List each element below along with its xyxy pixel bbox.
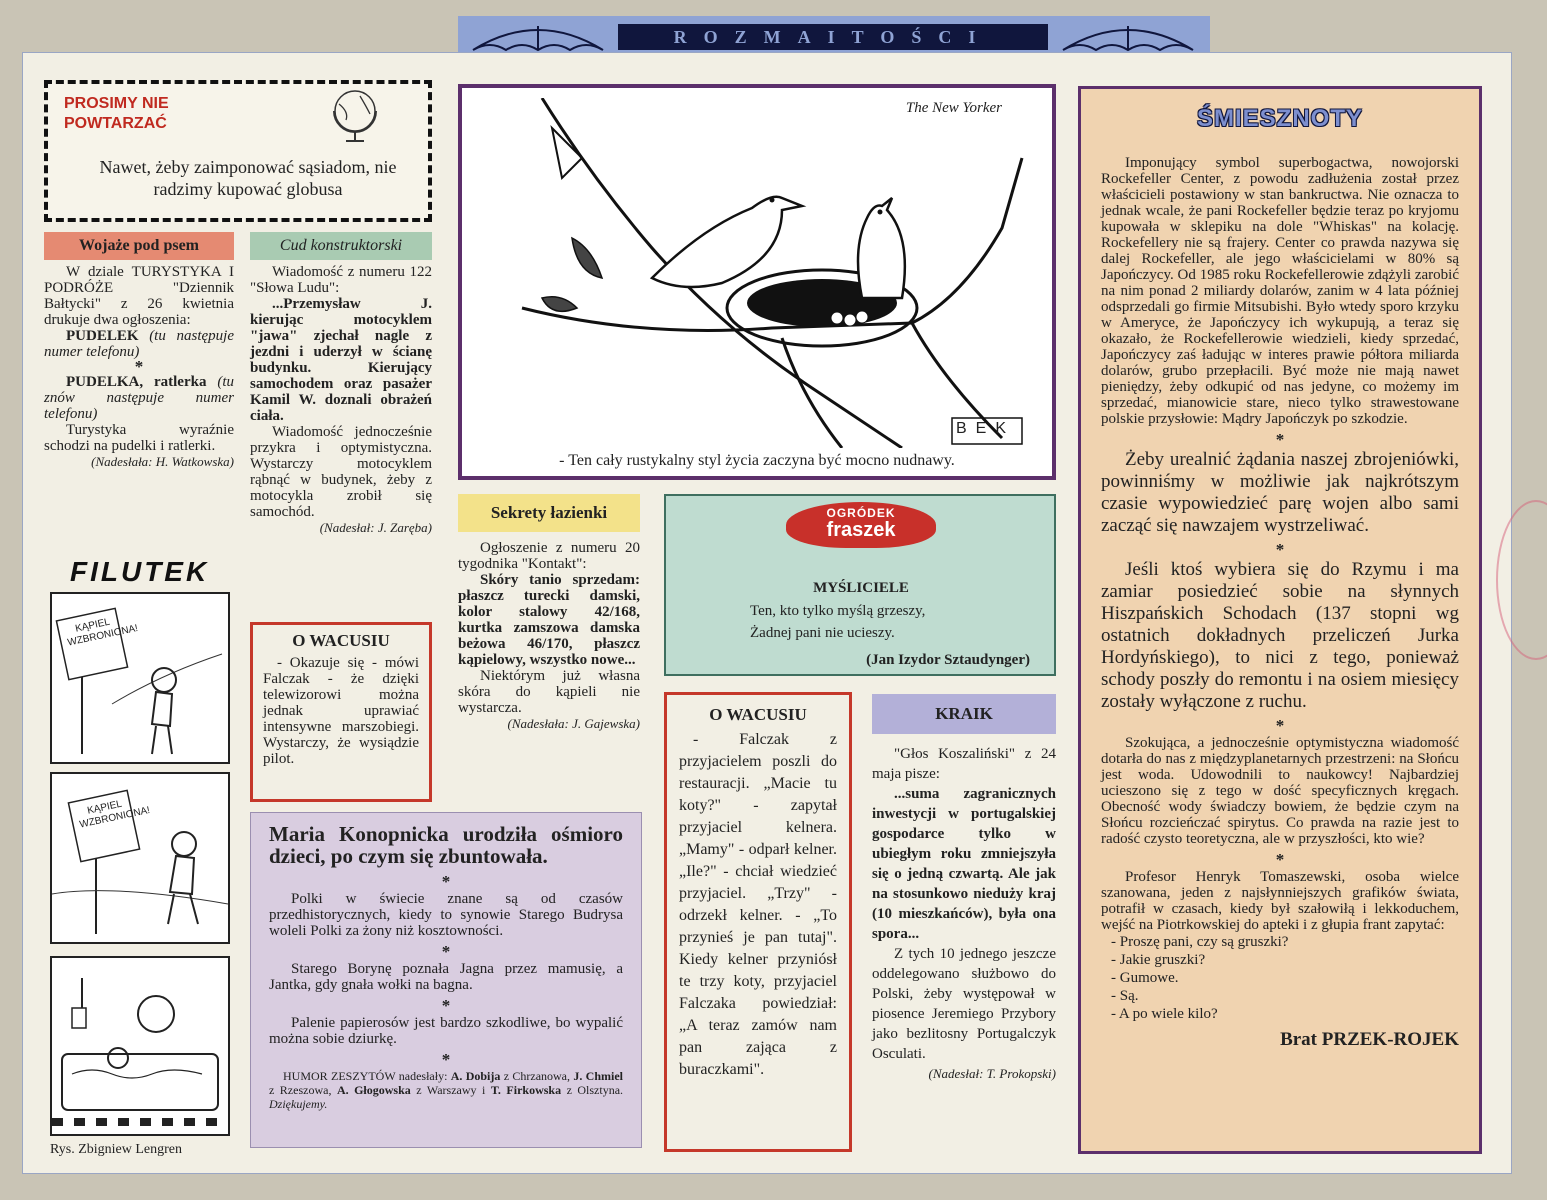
fraszki-box (664, 494, 1056, 676)
banner-title: ROZMAITOŚCI (673, 27, 993, 47)
wacus1-box (250, 622, 432, 802)
smiesznoty-dialogue: - Proszę pani, czy są gruszki? - Jakie gruszki? - Gumowe. - Są. - A po wiele kilo? (1111, 934, 1289, 1022)
konopnicka-title: Maria Konopnicka urodziła ośmioro dzieci, po czym się zbuntowała. (269, 822, 623, 868)
cud-title: Cud konstruktorski (250, 232, 432, 260)
wacus2-text: - Falczak z przyjacielem poszli do restauracji. „Macie tu koty?" - zapytał przyjaciel kelnera. „Mamy" - odparł kelner. „Ile?" - chciał wiedzieć przyjaciel. „Trzy" - odrzekł kelner. - „To przynieś je pan tutaj". Kiedy kelner przyniósł te trzy koty, przyjaciel Falczaka powiedział: „A teraz zamów nam pan zająca z buraczkami". (679, 731, 837, 1078)
comic-panel-3 (50, 956, 230, 1136)
kraik-title: KRAIK (872, 694, 1056, 734)
comic-drawing (52, 958, 228, 1134)
wacus1-text: - Okazuje się - mówi Falczak - że dzięki telewizorowi można jednak uprawiać intensywne marszobiegi. Wystarczy, że wysiądzie pilot. (263, 655, 419, 767)
filutek-logo: FILUTEK (70, 556, 210, 587)
sekrety-body: Ogłoszenie z numeru 20 tygodnika "Kontakt": Skóry tanio sprzedam: płaszcz turecki damski, kolor stalowy 42/168, kurtka zamszowa damska beżowa 46/170, płaszcz kąpielowy, wszystko nowe... Niektórym już własna skóra do kąpieli nie wystarcza. (Nadesłała: J. Gajewska) (458, 540, 640, 731)
globe-icon (324, 84, 386, 146)
wojaze-title: Wojaże pod psem (44, 232, 234, 260)
sekrety-title: Sekrety łazienki (458, 494, 640, 532)
kraik-body: "Głos Koszaliński" z 24 maja pisze: ...suma zagranicznych inwestycji w portugalskiej gospodarce tylko w ubiegłym roku zmniejszyła się o jedną czwartą. Ale jak na stosunkowo nieduży kraj (10 mieszkańców), była ona spora... Z tych 10 jednego jeszcze oddelegowano służbowo do Polski, żeby występował w piosence Jeremiego Przybory jako bezlitosny Portugalczyk Osculati. (Nadesłał: T. Prokopski) (872, 746, 1056, 1081)
section-banner (458, 16, 1210, 56)
fraszki-poem: Ten, kto tylko myślą grzeszy, Żadnej pani nie ucieszy. (750, 603, 926, 641)
cud-body: Wiadomość z numeru 122 "Słowa Ludu": ...Przemysław J. kierując motocyklem "jawa" zjechał nagle z jezdni i uderzył w ścianę budynku. Kierujący samochodem oraz pasażer Kamil W. doznali obrażeń ciała. Wiadomość jednocześnie przykra i optymistyczna. Wystarczy motocyklem rąbnąć w budynek, żeby z motocykla zrobił się samochód. (Nadesłał: J. Zaręba) (250, 264, 432, 535)
cartoon-source: The New Yorker (905, 100, 1002, 116)
comic-sign-text: KĄPIEL WZBRONIONA! (66, 616, 140, 649)
birds-nest-illustration (482, 98, 1042, 448)
comic-panel-1 (50, 592, 230, 764)
umbrella-icon (1058, 22, 1198, 52)
konopnicka-credits: HUMOR ZESZYTÓW nadesłały: A. Dobija z Chrzanowa, J. Chmiel z Rzeszowa, A. Głogowska z Warszawy i T. Firkowska z Olsztyna. Dziękujemy. (269, 1069, 624, 1111)
smiesznoty-box: ŚMIESZNOTY Imponujący symbol superbogactwa, nowojorski Rockefeller Center, z powodu zadłużenia został przez właścicieli postawiony w stan bankructwa. Nie oznacza to jednak wcale, że pani Rockefeller będzie teraz po kryjomu kupowała w sklepiku na dole "Whiskas" na kolację. Rockefellery nie są frajery. Center co prawda nazywa się dalej Rockefeller, ale jego właścicielami w 80% są Japończycy. Od 1985 roku Rockefellerowie zdążyli zarobić na nim ponad 2 miliardy dolarów, zanim w 4 lata później odsprzedali go firmie Mitsubishi. Było wtedy sporo krzyku w Ameryce, że Japończycy ich wykupują, a teraz się okazało, że Rockefellerowie wiedzieli, kiedy sprzedać, Japończycy zaś ładując w interes prawie półtora miliarda dolarów, grubo przepłacili. Być może nie mają nawet pieniędzy, żeby odkupić od nas jedyne, co możemy im sprzedać, mianowicie stare, nieco tylko strawestowane polskie przysłowie: Mądry Japończyk po szkodzie. * Żeby urealnić żądania naszej zbrojeniówki, powinniśmy w możliwie jak najkrótszym czasie wypowiedzieć parę wojen albo sami zacząć się nawzajem wystrzeliwać. * Jeśli ktoś wybiera się do Rzymu i ma zamiar posiedzieć sobie na słynnych Hiszpańskich Schodach (137 stopni wg ostatnich dokładnych przeliczeń Jurka Hordyńskiego), to nici z tego, ponieważ schody poszły do remontu i na osiem miesięcy zostały wyłączone z ruchu. * Szokująca, a jednocześnie optymistyczna wiadomość dotarła do nas z międzyplanetarnych przestrzeni: na Słońcu jest woda. Udowodnili to naukowcy! Najbardziej ucieszono się z tego w dość specyficznych kręgach. Obecność wody świadczy bowiem, że będzie czym na Słońcu rozcieńczać spirytus. Co prawda na razie jest to radość czysto teoretyczna, ale w przyszłości, kto wie? * Profesor Henryk Tomaszewski, osoba wielce szanowana, jeden z najsłynniejszych grafików świata, potrafił w czasach, kiedy był szałowiłą i lekkoduchem, wejść na Piotrkowskiej do apteki i z głupia frant zapytać: - Proszę pani, czy są gruszki? - Jakie gruszki? - Gumowe. - Są. - A po wiele kilo? Brat PRZEK-ROJEK (1078, 86, 1482, 1154)
konopnicka-box: Maria Konopnicka urodziła ośmioro dzieci, po czym się zbuntowała. * Polki w świecie znane są od czasów przedhistorycznych, kiedy to synowie Starego Budrysa woleli Polki za żony niż kosztowności. * Starego Borynę poznała Jagna przez mamusię, a Jantka, gdy gnała wołki na bagna. * Palenie papierosów jest bardzo szkodliwe, bo wypalić można sobie dziurkę. * HUMOR ZESZYTÓW nadesłały: A. Dobija z Chrzanowa, J. Chmiel z Rzeszowa, A. Głogowska z Warszawy i T. Firkowska z Olsztyna. Dziękujemy. (250, 812, 642, 1148)
cartoon-caption: - Ten cały rustykalny styl życia zaczyna być mocno nudnawy. (559, 452, 955, 469)
wacus1-title: O WACUSIU (292, 631, 390, 650)
smiesznoty-title: ŚMIESZNOTY (1196, 105, 1363, 132)
wojaze-body: W dziale TURYSTYKA I PODRÓŻE "Dziennik Bałtycki" z 26 kwietnia drukuje dwa ogłoszenia: PUDELEK (tu następuje numer telefonu) * PUDELKA, ratlerka (tu znów następuje numer telefonu) Turystyka wyraźnie schodzi na pudelki i ratlerki. (Nadesłała: H. Watkowska) (44, 264, 235, 469)
cartoon-signature: BEK (956, 420, 1016, 437)
prosimy-title: PROSIMY NIE POWTARZAĆ (64, 95, 169, 132)
comic-drawing (52, 774, 228, 942)
wacus2-box (664, 692, 852, 1152)
umbrella-icon (468, 22, 608, 52)
fraszki-author: (Jan Izydor Sztaudynger) (866, 652, 1030, 668)
smiesznoty-signature: Brat PRZEK-ROJEK (1280, 1029, 1459, 1050)
banner-title-strip (618, 24, 1048, 50)
prosimy-text: Nawet, żeby zaimponować sąsiadom, nie radzimy kupować globusa (99, 157, 397, 199)
filutek-credit: Rys. Zbigniew Lengren (50, 1142, 183, 1157)
comic-drawing (52, 594, 228, 762)
prosimy-box (44, 80, 432, 222)
wacus2-title: O WACUSIU (709, 705, 807, 724)
cartoon-box (458, 84, 1056, 480)
fraszki-logo: OGRÓDEK fraszek (786, 502, 936, 548)
comic-panel-2 (50, 772, 230, 944)
comic-sign-text: KĄPIEL WZBRONIONA! (78, 798, 152, 831)
fraszki-title: MYŚLICIELE (813, 580, 909, 596)
